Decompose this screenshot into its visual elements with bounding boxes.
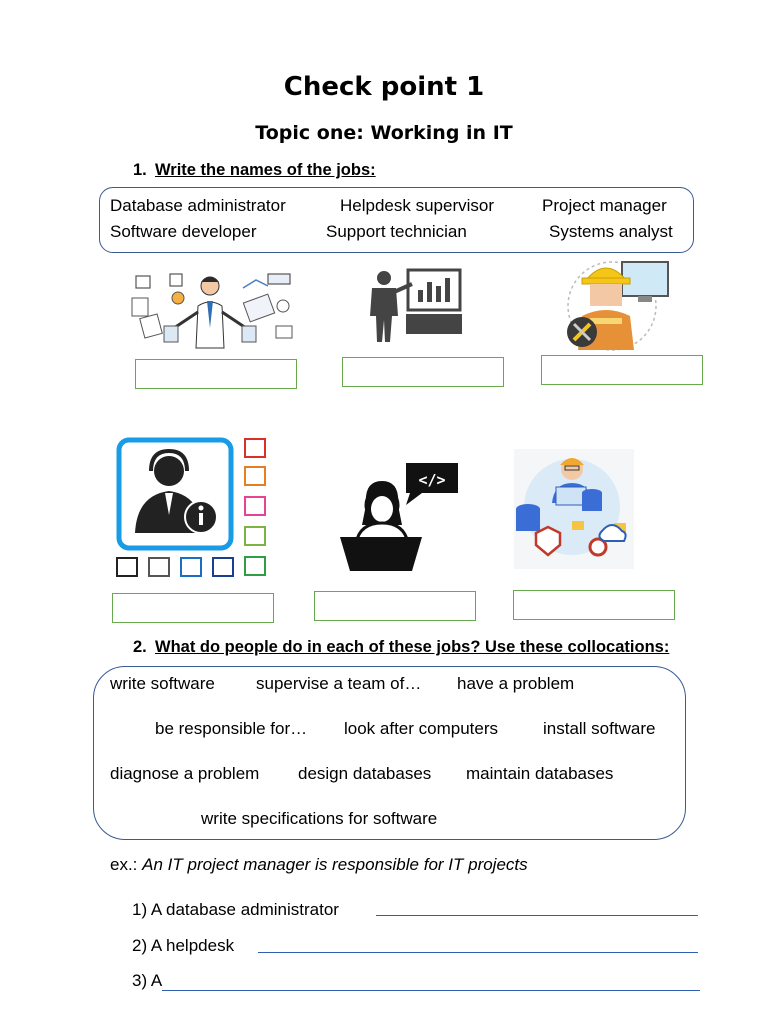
collocation-word: write specifications for software [201,809,438,828]
svg-text:</>: </> [418,471,446,489]
job-word: Helpdesk supervisor [340,196,495,215]
collocation-word: design databases [298,764,432,783]
question-1-number: 1. [133,161,147,179]
question-2-number: 2. [133,638,147,656]
answer-line[interactable] [376,915,698,916]
software-developer-picture [340,461,460,573]
exercise-item: 1) A database administrator [132,900,339,919]
answer-box[interactable] [112,593,274,623]
example-sentence [110,855,528,875]
question-2 [133,638,669,657]
collocation-word: write software [110,674,215,693]
collocation-word: look after computers [344,719,499,738]
job-word: Project manager [542,196,667,215]
multitasking-manager-picture [128,268,298,350]
job-word: Database administrator [110,196,286,215]
question-1-text: Write the names of the jobs: [155,161,376,179]
presenter-chart-picture [366,268,464,344]
page-title: Check point 1 [283,72,485,102]
engineer-helmet-picture [560,254,674,352]
job-word: Support technician [326,222,467,241]
answer-box[interactable] [541,355,703,385]
collocation-word: have a problem [457,674,575,693]
question-2-text: What do people do in each of these jobs? Use these collocations: [155,638,670,656]
database-analyst-picture [512,447,636,571]
collocation-word: install software [543,719,656,738]
job-word: Systems analyst [549,222,673,241]
collocation-word: maintain databases [466,764,614,783]
example-prefix: ex.: [110,855,138,874]
answer-line[interactable] [162,990,700,991]
collocation-word: diagnose a problem [110,764,260,783]
answer-box[interactable] [314,591,476,621]
collocation-word: supervise a team of… [256,674,422,693]
example-text: An IT project manager is responsible for IT projects [142,855,528,874]
answer-box[interactable] [513,590,675,620]
page-subtitle: Topic one: Working in IT [255,122,513,144]
exercise-item: 2) A helpdesk [132,936,235,955]
job-word: Software developer [110,222,257,241]
exercise-item: 3) A [132,971,163,990]
helpdesk-support-picture [115,437,271,583]
question-1 [133,161,376,180]
collocation-word: be responsible for… [155,719,308,738]
answer-box[interactable] [135,359,297,389]
answer-line[interactable] [258,952,698,953]
answer-box[interactable] [342,357,504,387]
